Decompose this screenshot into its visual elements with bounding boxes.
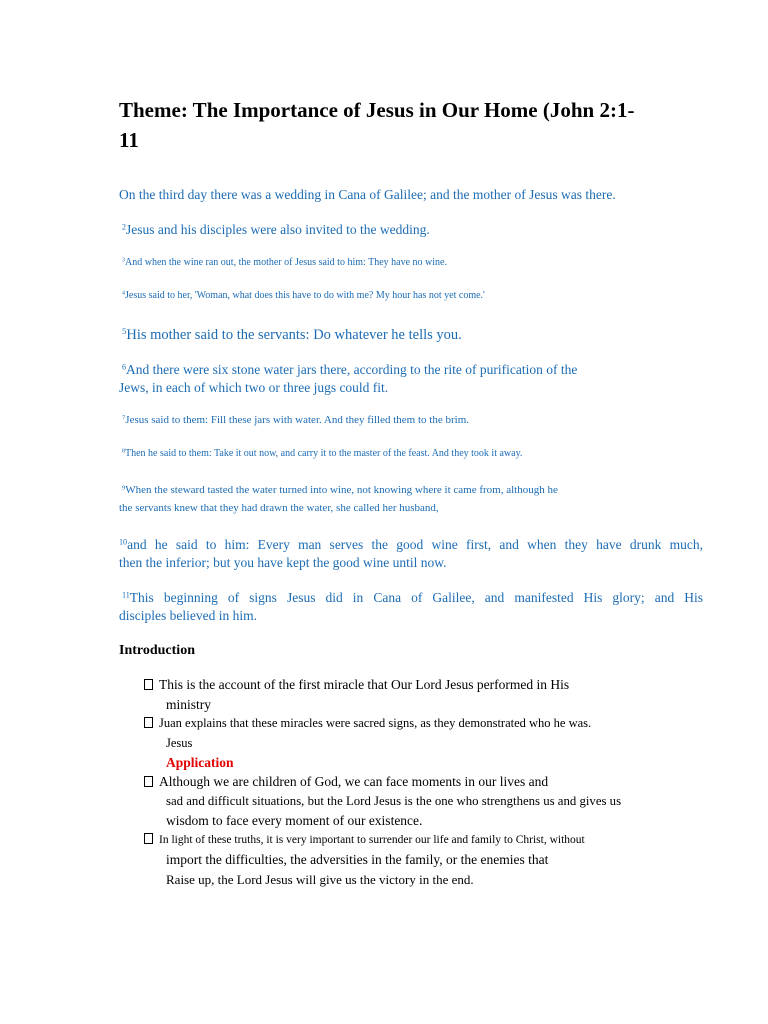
verse-number: 9	[122, 484, 126, 492]
list-item	[144, 774, 548, 790]
verse-number: 8	[122, 448, 125, 455]
list-item-continued: sad and difficult situations, but the Lord Jesus is the one who strengthens us and gives us	[166, 794, 622, 808]
verse-11-continued: disciples believed in him.	[119, 608, 257, 623]
verse-9	[122, 484, 558, 496]
list-item-text: In light of these truths, it is very important to surrender our life and family to Christ, without	[159, 834, 585, 846]
verse-6-continued: Jews, in each of which two or three jugs could fit.	[119, 380, 389, 395]
verse-text: and he said to him: Every man serves the good wine first, and when they have drunk much,	[127, 537, 703, 552]
verse-text: Jesus said to her, 'Woman, what does this have to do with me? My hour has not yet come.'	[125, 290, 485, 301]
bullet-box-icon	[144, 717, 153, 728]
verse-2	[122, 222, 430, 238]
list-item-text: Although we are children of God, we can face moments in our lives and	[159, 774, 549, 789]
verse-number: 2	[122, 222, 127, 232]
verse-1: On the third day there was a wedding in Cana of Galilee; and the mother of Jesus was there.	[119, 187, 616, 202]
verse-number: 5	[122, 326, 127, 337]
page-title: Theme: The Importance of Jesus in Our Home (John 2:1-	[119, 98, 635, 122]
verse-3	[122, 257, 447, 268]
application-heading: Application	[166, 755, 234, 770]
list-item-continued: import the difficulties, the adversities in the family, or the enemies that	[166, 852, 549, 867]
verse-text: Jesus and his disciples were also invited to the wedding.	[126, 222, 430, 237]
bullet-box-icon	[144, 679, 153, 690]
verse-5	[122, 327, 462, 344]
list-item	[144, 716, 591, 731]
verse-text: His mother said to the servants: Do whatever he tells you.	[126, 327, 462, 343]
verse-number: 10	[119, 537, 128, 547]
bullet-box-icon	[144, 776, 153, 787]
list-item-text: Juan explains that these miracles were sacred signs, as they demonstrated who he was.	[159, 716, 592, 730]
list-item-text: This is the account of the first miracle that Our Lord Jesus performed in His	[159, 677, 570, 692]
verse-9-continued: the servants knew that they had drawn the water, she called her husband,	[119, 502, 439, 514]
list-item	[144, 833, 585, 846]
verse-4	[122, 290, 485, 301]
verse-number: 7	[122, 414, 126, 422]
list-item-continued: ministry	[166, 697, 212, 712]
verse-10	[119, 537, 703, 553]
bullet-box-icon	[144, 833, 153, 844]
introduction-heading: Introduction	[119, 643, 195, 658]
verse-text: And when the wine ran out, the mother of Jesus said to him: They have no wine.	[125, 257, 447, 268]
verse-8	[122, 448, 522, 459]
verse-text: And there were six stone water jars there, according to the rite of purification of the	[126, 362, 578, 377]
verse-7	[122, 414, 469, 426]
verse-text: When the steward tasted the water turned into wine, not knowing where it came from, although he	[125, 484, 558, 496]
list-item	[144, 677, 569, 693]
verse-number: 3	[122, 257, 125, 264]
verse-6	[122, 362, 577, 378]
list-item-continued: Raise up, the Lord Jesus will give us the victory in the end.	[166, 872, 474, 887]
list-item-continued: Jesus	[166, 736, 193, 750]
verse-10-continued: then the inferior; but you have kept the good wine until now.	[119, 555, 447, 570]
verse-number: 4	[122, 290, 125, 297]
list-item-continued: wisdom to face every moment of our existence.	[166, 813, 423, 828]
verse-text: Jesus said to them: Fill these jars with water. And they filled them to the brim.	[125, 414, 469, 426]
verse-number: 6	[122, 362, 127, 372]
verse-text: This beginning of signs Jesus did in Cana of Galilee, and manifested His glory; and His	[129, 590, 703, 605]
page-title-continued: 11	[119, 128, 139, 152]
verse-11	[122, 590, 703, 606]
verse-text: Then he said to them: Take it out now, and carry it to the master of the feast. And they took it away.	[125, 448, 523, 459]
verse-number: 11	[122, 590, 130, 600]
